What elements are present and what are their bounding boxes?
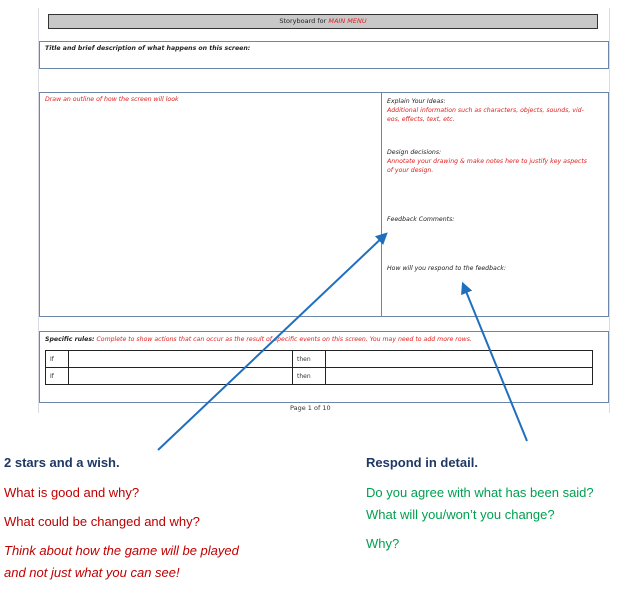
- respond-heading: Respond in detail.: [366, 455, 478, 470]
- header-prefix: Storyboard for: [279, 17, 329, 25]
- header-highlight: MAIN MENU: [328, 17, 367, 25]
- feedback-label: Feedback Comments:: [387, 216, 455, 223]
- then-cell: then: [293, 351, 326, 368]
- respond-arrow: [463, 284, 527, 441]
- feedback-arrow: [158, 234, 386, 450]
- stars-heading: 2 stars and a wish.: [4, 455, 120, 470]
- explain-label: Explain Your Ideas:: [387, 98, 446, 105]
- stars-line-4: and not just what you can see!: [4, 565, 180, 580]
- explain-text-2: eos, effects, text, etc.: [387, 116, 455, 123]
- design-label: Design decisions:: [387, 149, 442, 156]
- respond-line-3: Why?: [366, 536, 400, 551]
- stars-line-3: Think about how the game will be played: [4, 543, 239, 558]
- respond-line-1: Do you agree with what has been said?: [366, 485, 594, 500]
- stars-line-1: What is good and why?: [4, 485, 140, 500]
- rules-label: Specific rules:: [45, 336, 95, 343]
- title-prompt: Title and brief description of what happens on this screen:: [45, 45, 251, 52]
- page-number: Page 1 of 10: [290, 404, 331, 412]
- rules-text: Complete to show actions that can occur as the result of specific events on this screen. You may need to add more rows.: [94, 336, 472, 343]
- explain-text-1: Additional information such as characters, objects, sounds, vid-: [387, 107, 584, 114]
- design-text-2: of your design.: [387, 167, 434, 174]
- outline-prompt: Draw an outline of how the screen will look: [45, 96, 179, 103]
- respond-label: How will you respond to the feedback:: [387, 265, 506, 272]
- if-cell: If: [46, 368, 69, 385]
- design-text-1: Annotate your drawing & make notes here to justify key aspects: [387, 158, 587, 165]
- respond-line-2: What will you/won’t you change?: [366, 507, 555, 522]
- if-cell: If: [46, 351, 69, 368]
- then-cell: then: [293, 368, 326, 385]
- stars-line-2: What could be changed and why?: [4, 514, 200, 529]
